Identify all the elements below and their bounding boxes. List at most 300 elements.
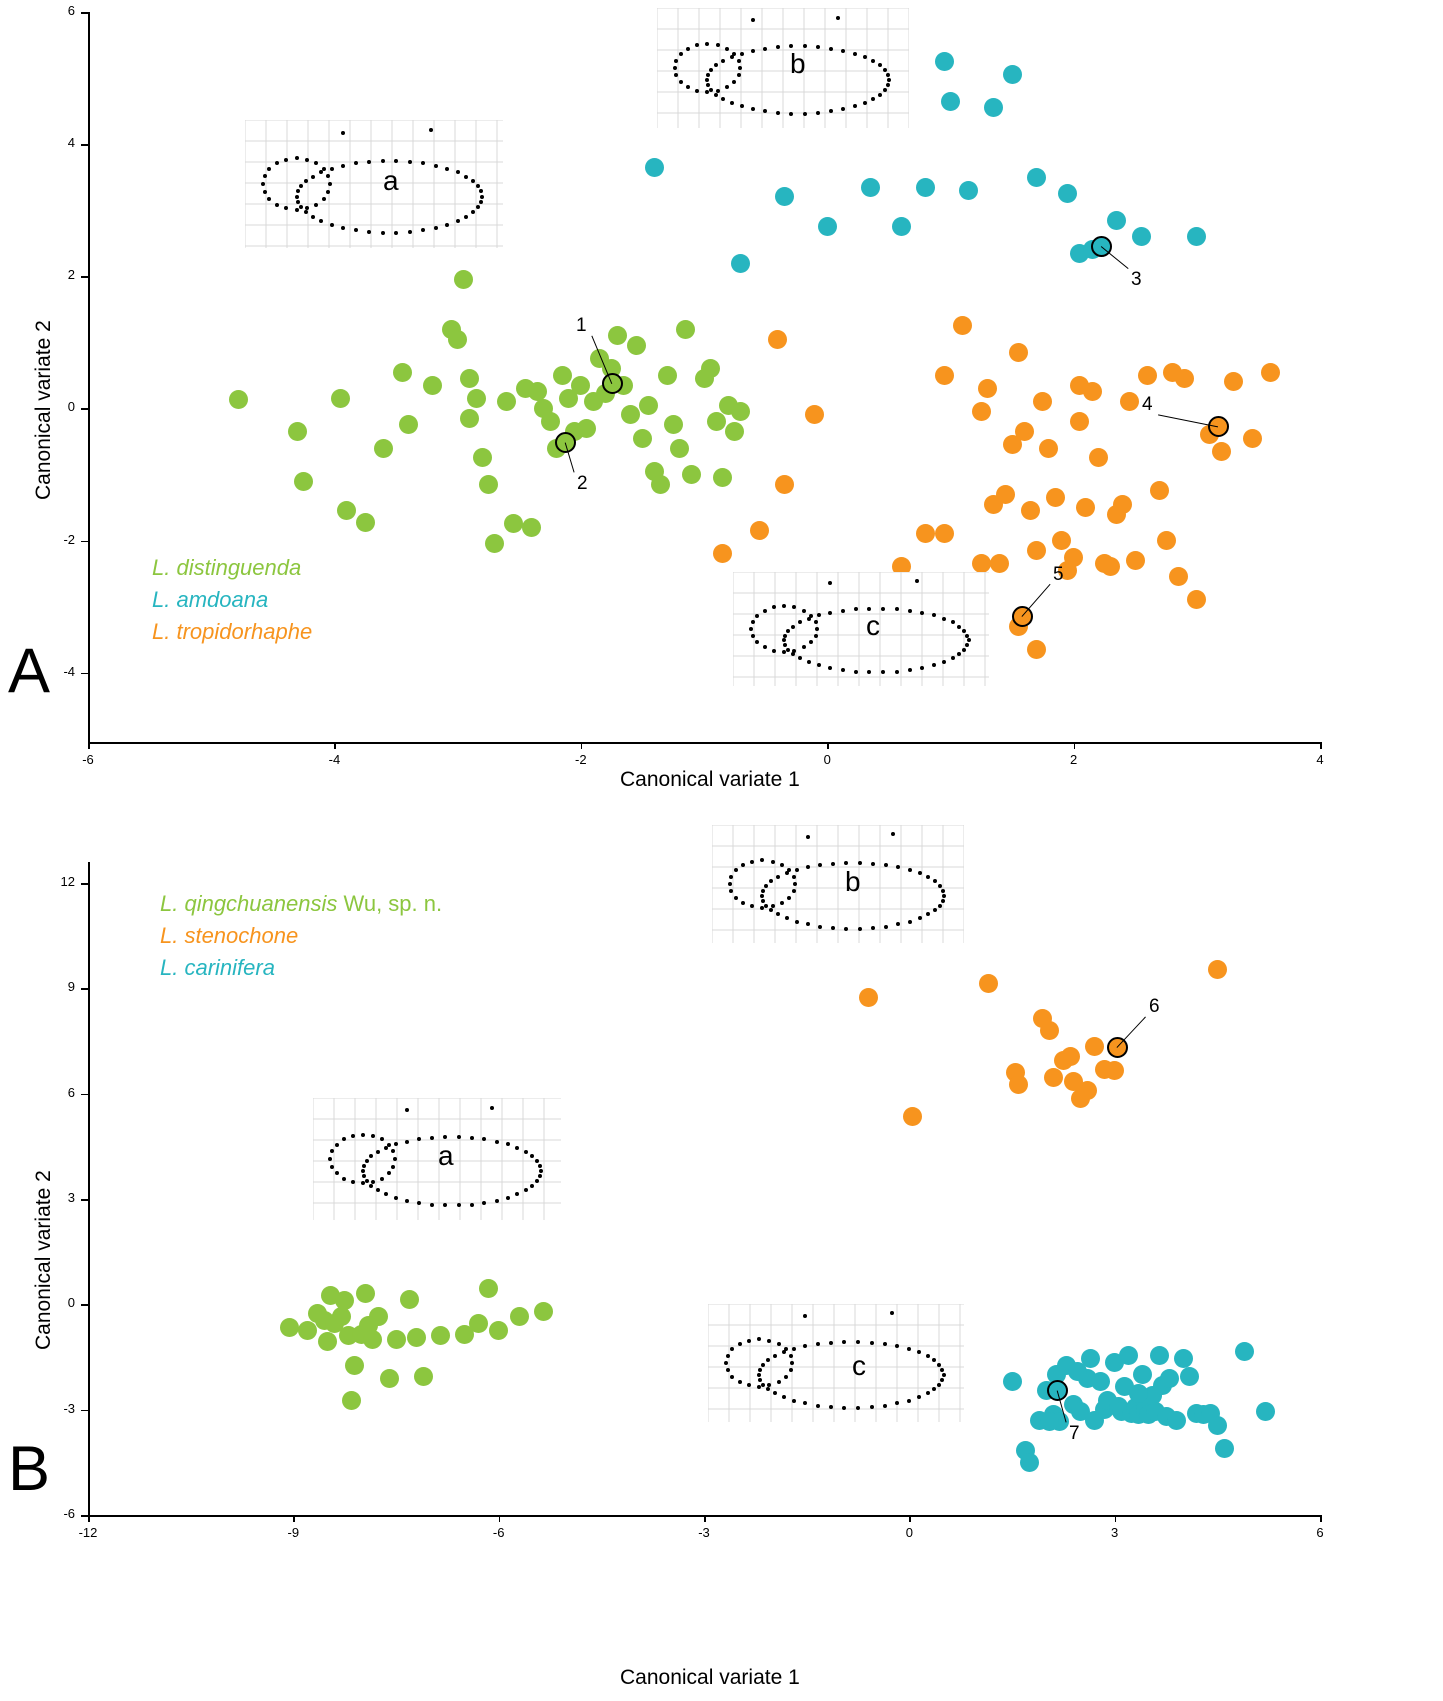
outline-landmark-dot (490, 1106, 494, 1110)
data-point (972, 554, 991, 573)
data-point (627, 336, 646, 355)
panel-a (0, 0, 1443, 830)
data-point (534, 1302, 553, 1321)
outline-landmark-dot (730, 101, 734, 105)
data-point (1015, 422, 1034, 441)
data-point (1167, 1411, 1186, 1430)
outline-landmark-dot (795, 868, 799, 872)
outline-landmark-dot (679, 52, 683, 56)
x-tick (1320, 742, 1322, 749)
outline-landmark-dot (858, 927, 862, 931)
data-point (1033, 392, 1052, 411)
data-point (400, 1290, 419, 1309)
data-point (1126, 551, 1145, 570)
outline-landmark-dot (275, 203, 279, 207)
panel-b-legend (160, 888, 442, 984)
inset-label-b: b (845, 866, 861, 897)
outline-landmark-dot (367, 230, 371, 234)
outline-landmark-dot (728, 882, 732, 886)
data-point (775, 475, 794, 494)
x-tick-label: 2 (1069, 752, 1078, 767)
outline-landmark-dot (777, 1380, 781, 1384)
outline-landmark-dot (884, 925, 888, 929)
outline-landmark-dot (751, 107, 755, 111)
data-point (651, 475, 670, 494)
data-point (805, 405, 824, 424)
legend-item-tropidorhaphe: L. tropidorhaphe (152, 618, 313, 644)
outline-landmark-dot (405, 1140, 409, 1144)
outline-landmark-dot (371, 1180, 375, 1184)
data-point (1101, 557, 1120, 576)
y-tick (81, 12, 88, 14)
x-tick-label: 3 (1111, 1525, 1119, 1540)
outline-landmark-dot (789, 112, 793, 116)
outline-landmark-dot (856, 1406, 860, 1410)
data-point (1003, 65, 1022, 84)
outline-landmark-dot (367, 160, 371, 164)
inset-label-b: b (790, 48, 806, 79)
panel-b-yaxis-title: Canonical variate 2 (32, 1170, 55, 1350)
x-tick-label: -6 (82, 752, 94, 767)
callout-leader-line (1021, 584, 1050, 617)
data-point (485, 534, 504, 553)
data-point (1160, 1369, 1179, 1388)
outline-landmark-dot (470, 1203, 474, 1207)
x-tick (1320, 1515, 1322, 1522)
legend-item-carinifera: L. carinifera (160, 954, 275, 980)
y-tick-label: 9 (67, 979, 75, 995)
y-tick-label: 6 (67, 3, 75, 18)
outline-landmark-dot (863, 101, 867, 105)
x-tick (1074, 742, 1076, 749)
outline-landmark-dot (679, 80, 683, 84)
data-point (1064, 548, 1083, 567)
x-tick (334, 742, 336, 749)
x-tick (88, 1515, 90, 1522)
outline-landmark-dot (305, 158, 309, 162)
outline-landmark-dot (299, 184, 303, 188)
outline-landmark-dot (429, 128, 433, 132)
data-point (725, 422, 744, 441)
inset-label-a: a (383, 165, 399, 196)
y-tick-label: 0 (67, 399, 75, 415)
x-tick-label: -3 (698, 1525, 710, 1540)
outline-landmark-dot (351, 1180, 355, 1184)
outline-landmark-dot (829, 1341, 833, 1345)
outline-landmark-dot (734, 868, 738, 872)
data-point (467, 389, 486, 408)
outline-landmark-dot (330, 223, 334, 227)
outline-landmark-dot (749, 627, 753, 631)
x-tick (909, 1515, 911, 1522)
outline-landmark-dot (792, 889, 796, 893)
data-point (1009, 343, 1028, 362)
data-point (664, 415, 683, 434)
outline-landmark-dot (883, 68, 887, 72)
data-point (608, 326, 627, 345)
outline-landmark-dot (942, 1373, 946, 1377)
x-tick-label: 0 (905, 1525, 913, 1540)
data-point (1027, 168, 1046, 187)
outline-landmark-dot (829, 47, 833, 51)
outline-landmark-dot (380, 1137, 384, 1141)
x-tick-label: -9 (287, 1525, 300, 1540)
callout-label: 7 (1069, 1423, 1080, 1444)
data-point (1021, 501, 1040, 520)
outline-inset (657, 8, 909, 128)
y-tick-label: -4 (63, 663, 75, 679)
data-point (469, 1314, 488, 1333)
data-point (731, 402, 750, 421)
inset-label-a: a (438, 1140, 454, 1171)
outline-landmark-dot (726, 1354, 730, 1358)
y-tick (81, 276, 88, 278)
data-point (288, 422, 307, 441)
inset-grid (313, 1098, 561, 1220)
data-point (1068, 1362, 1087, 1381)
data-point (1027, 541, 1046, 560)
outline-inset (733, 572, 989, 686)
data-point (380, 1369, 399, 1388)
y-tick (81, 1515, 88, 1517)
outline-landmark-dot (757, 1385, 761, 1389)
y-tick (81, 673, 88, 675)
data-point (399, 415, 418, 434)
data-point (318, 1332, 337, 1351)
outline-landmark-dot (933, 908, 937, 912)
data-point (1261, 363, 1280, 382)
panel-b-letter: B (8, 1434, 51, 1504)
outline-landmark-dot (831, 926, 835, 930)
x-tick (499, 1515, 501, 1522)
data-point (1107, 211, 1126, 230)
data-point (1150, 1346, 1169, 1365)
x-tick (88, 742, 90, 749)
outline-landmark-dot (926, 1354, 930, 1358)
outline-landmark-dot (942, 617, 946, 621)
data-point (701, 359, 720, 378)
outline-landmark-dot (457, 1135, 461, 1139)
data-point (460, 409, 479, 428)
legend-item-qingchuanensis (160, 888, 442, 920)
outline-landmark-dot (941, 899, 945, 903)
data-point (1070, 412, 1089, 431)
outline-landmark-dot (311, 215, 315, 219)
data-point (731, 254, 750, 273)
data-point (621, 405, 640, 424)
data-point (1105, 1061, 1124, 1080)
data-point (280, 1318, 299, 1337)
data-point (1224, 372, 1243, 391)
outline-landmark-dot (725, 47, 729, 51)
data-point (479, 475, 498, 494)
data-point (298, 1321, 317, 1340)
outline-landmark-dot (734, 896, 738, 900)
data-point (768, 330, 787, 349)
y-tick-label: -6 (63, 1506, 75, 1521)
data-point (1187, 227, 1206, 246)
data-point (1044, 1068, 1063, 1087)
data-point (713, 468, 732, 487)
outline-landmark-dot (341, 226, 345, 230)
outline-landmark-dot (295, 195, 299, 199)
data-point (1039, 439, 1058, 458)
outline-landmark-dot (381, 159, 385, 163)
outline-landmark-dot (751, 620, 755, 624)
callout-label: 3 (1131, 269, 1142, 290)
data-point (1058, 184, 1077, 203)
inset-label-c: c (852, 1350, 866, 1381)
data-point (1138, 366, 1157, 385)
data-point (941, 92, 960, 111)
data-point (990, 554, 1009, 573)
outline-landmark-dot (724, 1361, 728, 1365)
outline-landmark-dot (311, 175, 315, 179)
outline-landmark-dot (322, 197, 326, 201)
outline-landmark-dot (295, 208, 299, 212)
data-point (1157, 531, 1176, 550)
y-tick-label: 12 (60, 874, 75, 890)
outline-landmark-dot (780, 863, 784, 867)
data-point (504, 514, 523, 533)
outline-landmark-dot (342, 1177, 346, 1181)
data-point (1174, 1349, 1193, 1368)
data-point (978, 379, 997, 398)
data-point (1119, 1346, 1138, 1365)
callout-label: 4 (1142, 394, 1153, 415)
outline-landmark-dot (831, 862, 835, 866)
outline-landmark-dot (942, 894, 946, 898)
inset-grid (708, 1304, 964, 1422)
outline-landmark-dot (816, 1404, 820, 1408)
outline-landmark-dot (716, 43, 720, 47)
outline-landmark-dot (362, 1174, 366, 1178)
outline-landmark-dot (738, 1342, 742, 1346)
outline-landmark-dot (816, 1342, 820, 1346)
outline-landmark-dot (918, 871, 922, 875)
outline-landmark-dot (908, 920, 912, 924)
x-tick (293, 1515, 295, 1522)
outline-landmark-dot (951, 656, 955, 660)
outline-landmark-dot (938, 884, 942, 888)
data-point (356, 513, 375, 532)
outline-landmark-dot (351, 1134, 355, 1138)
outline-landmark-dot (802, 609, 806, 613)
outline-landmark-dot (751, 18, 755, 22)
data-point (1070, 376, 1089, 395)
data-point (473, 448, 492, 467)
y-tick-label: -2 (63, 531, 75, 547)
y-axis-line (88, 12, 90, 742)
outline-landmark-dot (908, 609, 912, 613)
outline-landmark-dot (907, 1399, 911, 1403)
data-point (645, 158, 664, 177)
outline-landmark-dot (371, 1134, 375, 1138)
outline-landmark-dot (470, 1136, 474, 1140)
x-tick-label: 4 (1316, 752, 1324, 767)
outline-landmark-dot (853, 104, 857, 108)
data-point (479, 1279, 498, 1298)
callout-label: 6 (1149, 996, 1160, 1017)
outline-landmark-dot (365, 1159, 369, 1163)
outline-landmark-dot (757, 1373, 761, 1377)
outline-landmark-dot (716, 89, 720, 93)
callout-label: 5 (1053, 564, 1064, 585)
data-point (1061, 1047, 1080, 1066)
y-tick (81, 1304, 88, 1306)
outline-landmark-dot (758, 1378, 762, 1382)
data-point (1120, 392, 1139, 411)
outline-landmark-dot (818, 863, 822, 867)
outline-landmark-dot (755, 614, 759, 618)
outline-landmark-dot (434, 226, 438, 230)
outline-landmark-dot (740, 104, 744, 108)
outline-landmark-dot (506, 1196, 510, 1200)
outline-landmark-dot (393, 1157, 397, 1161)
outline-landmark-dot (342, 1137, 346, 1141)
x-tick (581, 742, 583, 749)
outline-landmark-dot (761, 1383, 765, 1387)
x-axis-line (88, 742, 1320, 744)
data-point (959, 181, 978, 200)
y-tick-label: 0 (67, 1295, 75, 1311)
data-point (818, 217, 837, 236)
outline-landmark-dot (381, 231, 385, 235)
data-point (953, 316, 972, 335)
y-tick (81, 1094, 88, 1096)
outline-landmark-dot (886, 83, 890, 87)
x-tick-label: 0 (823, 752, 831, 767)
y-tick (81, 1199, 88, 1201)
panel-a-letter: A (8, 636, 51, 706)
data-point (916, 178, 935, 197)
data-point (356, 1284, 375, 1303)
outline-landmark-dot (853, 52, 857, 56)
outline-landmark-dot (457, 1203, 461, 1207)
y-tick-label: 6 (67, 1084, 75, 1100)
outline-landmark-dot (829, 1405, 833, 1409)
data-point (342, 1391, 361, 1410)
x-tick (1115, 1515, 1117, 1522)
panel-a-legend (152, 552, 312, 648)
data-point (374, 439, 393, 458)
outline-landmark-dot (354, 228, 358, 232)
outline-landmark-dot (408, 160, 412, 164)
outline-landmark-dot (783, 634, 787, 638)
outline-landmark-dot (263, 174, 267, 178)
outline-landmark-dot (789, 1354, 793, 1358)
data-point (345, 1356, 364, 1375)
outline-landmark-dot (792, 1399, 796, 1403)
outline-landmark-dot (524, 1150, 528, 1154)
outline-landmark-dot (791, 625, 795, 629)
data-point (489, 1321, 508, 1340)
data-point (1052, 531, 1071, 550)
data-point (1212, 442, 1231, 461)
outline-landmark-dot (908, 868, 912, 872)
callout-leader-line (1101, 246, 1129, 269)
outline-landmark-dot (841, 668, 845, 672)
outline-landmark-dot (686, 47, 690, 51)
data-point (522, 518, 541, 537)
x-tick-label: -12 (78, 1525, 98, 1540)
x-tick-label: -2 (575, 752, 587, 767)
outline-inset (712, 825, 964, 943)
panel-a-xaxis-title: Canonical variate 1 (620, 768, 800, 791)
data-point (414, 1367, 433, 1386)
y-tick (81, 988, 88, 990)
outline-landmark-dot (747, 1339, 751, 1343)
data-point (775, 187, 794, 206)
data-point (1003, 1372, 1022, 1391)
data-point (658, 366, 677, 385)
outline-landmark-dot (464, 175, 468, 179)
data-point (1085, 1037, 1104, 1056)
data-point (1180, 1367, 1199, 1386)
data-point (1208, 1416, 1227, 1435)
inset-grid (245, 120, 503, 248)
outline-landmark-dot (777, 1342, 781, 1346)
data-point (1020, 1453, 1039, 1472)
outline-landmark-dot (883, 1404, 887, 1408)
callout-label: 1 (576, 315, 587, 336)
data-point (454, 270, 473, 289)
data-point (460, 369, 479, 388)
outline-landmark-dot (881, 607, 885, 611)
outline-landmark-dot (806, 865, 810, 869)
data-point (393, 363, 412, 382)
data-point (369, 1307, 388, 1326)
data-point (229, 390, 248, 409)
outline-landmark-dot (322, 167, 326, 171)
data-point (639, 396, 658, 415)
outline-landmark-dot (787, 896, 791, 900)
data-point (670, 439, 689, 458)
outline-landmark-dot (751, 634, 755, 638)
outline-landmark-dot (771, 860, 775, 864)
y-tick (81, 144, 88, 146)
outline-inset (313, 1098, 561, 1220)
legend-qingchuanensis-authority: Wu, sp. n. (337, 891, 443, 916)
outline-landmark-dot (495, 1140, 499, 1144)
data-point (1235, 1342, 1254, 1361)
outline-landmark-dot (818, 925, 822, 929)
x-tick (827, 742, 829, 749)
outline-landmark-dot (806, 835, 810, 839)
data-point (363, 1330, 382, 1349)
y-tick-label: 2 (67, 267, 75, 283)
outline-landmark-dot (887, 78, 891, 82)
outline-landmark-dot (341, 164, 345, 168)
callout-label: 2 (577, 473, 588, 494)
outline-landmark-dot (434, 164, 438, 168)
outline-landmark-dot (787, 868, 791, 872)
data-point (707, 412, 726, 431)
data-point (337, 501, 356, 520)
outline-landmark-dot (408, 230, 412, 234)
data-point (294, 472, 313, 491)
data-point (1256, 1402, 1275, 1421)
outline-landmark-dot (263, 190, 267, 194)
data-point (497, 392, 516, 411)
x-tick-label: -4 (328, 752, 341, 767)
data-point (571, 376, 590, 395)
outline-landmark-dot (740, 52, 744, 56)
outline-landmark-dot (792, 875, 796, 879)
outline-landmark-dot (751, 49, 755, 53)
outline-landmark-dot (738, 1380, 742, 1384)
outline-landmark-dot (330, 1165, 334, 1169)
